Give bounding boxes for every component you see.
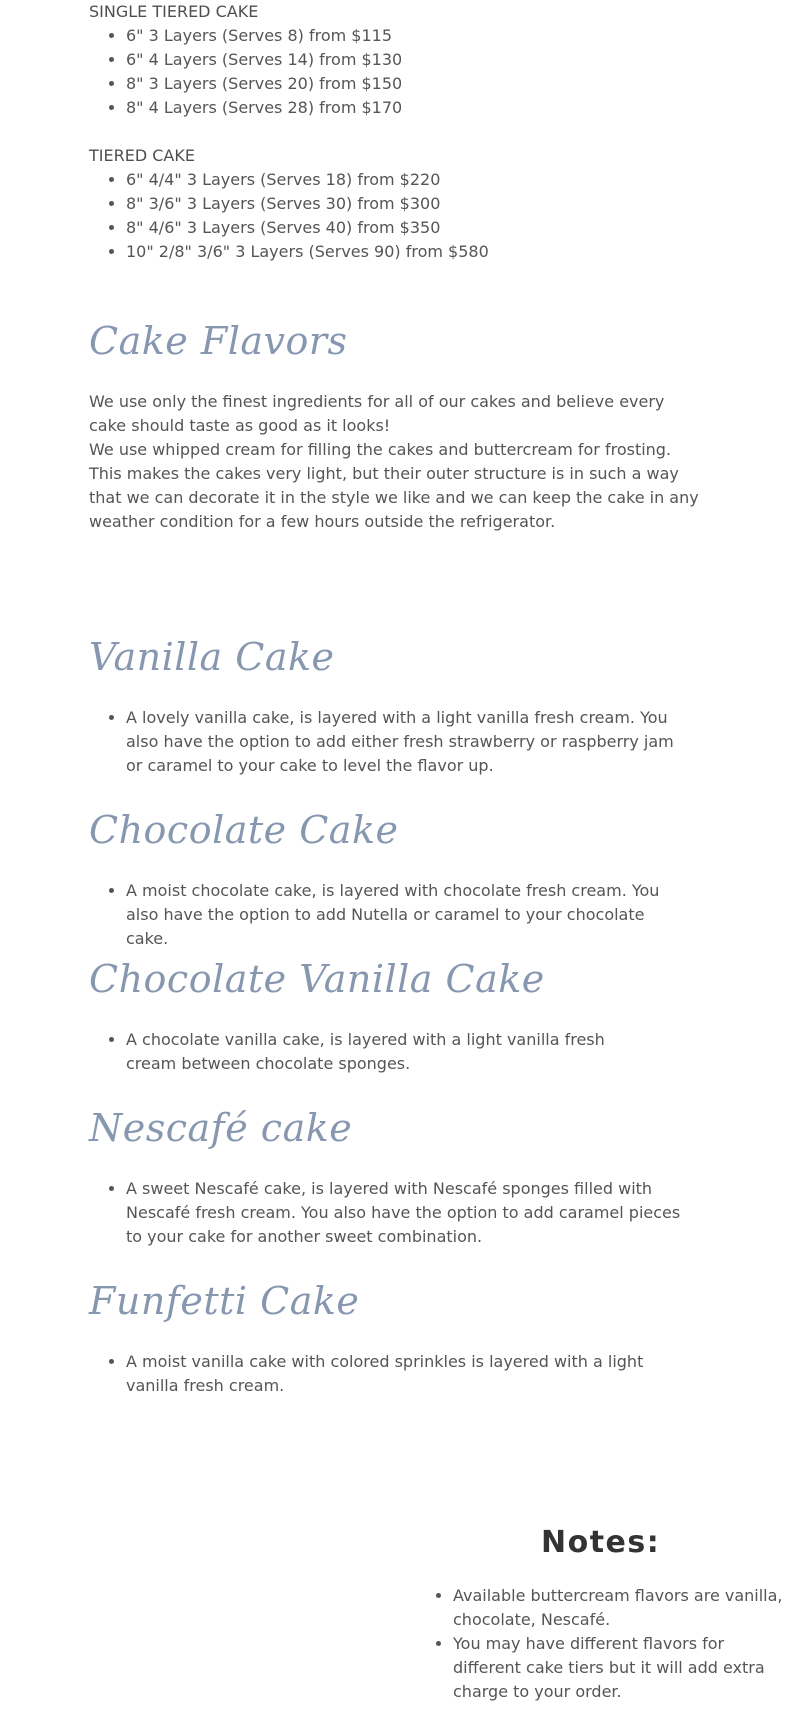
single-tiered-label: SINGLE TIERED CAKE bbox=[89, 2, 259, 21]
list-item: • A sweet Nescafé cake, is layered with Nescafé sponges filled with Nescafé fresh cream. You also have the option to add caramel pieces to your cake for another sweet combination. bbox=[126, 1177, 685, 1249]
list-item: • 6" 4 Layers (Serves 14) from $130 bbox=[126, 48, 729, 72]
chocolate-vanilla-cake-section bbox=[89, 956, 729, 1002]
tiered-section bbox=[89, 144, 729, 264]
nescafe-cake-heading: Nescafé cake bbox=[89, 1106, 353, 1150]
list-item: • 8" 3 Layers (Serves 20) from $150 bbox=[126, 72, 729, 96]
tiered-label: TIERED CAKE bbox=[89, 146, 195, 165]
cake-flavors-heading: Cake Flavors bbox=[89, 319, 348, 363]
list-item: • You may have different flavors for different cake tiers but it will add extra charge to your order. bbox=[453, 1632, 785, 1704]
list-item: • 10" 2/8" 3/6" 3 Layers (Serves 90) from $580 bbox=[126, 240, 729, 264]
nescafe-cake-list bbox=[89, 1177, 685, 1249]
list-item: • A chocolate vanilla cake, is layered with a light vanilla fresh cream between chocolate sponges. bbox=[126, 1028, 649, 1076]
list-item: • 8" 3/6" 3 Layers (Serves 30) from $300 bbox=[126, 192, 729, 216]
single-tiered-list bbox=[89, 24, 729, 120]
list-item: • A moist vanilla cake with colored sprinkles is layered with a light vanilla fresh cream. bbox=[126, 1350, 679, 1398]
single-tiered-section bbox=[89, 0, 729, 120]
list-item: • Available buttercream flavors are vanilla, chocolate, Nescafé. bbox=[453, 1584, 785, 1632]
vanilla-cake-desc bbox=[89, 706, 679, 778]
vanilla-cake-heading: Vanilla Cake bbox=[89, 635, 335, 679]
intro-paragraph: We use only the finest ingredients for all of our cakes and believe every cake should taste as good as it looks! bbox=[89, 392, 665, 435]
list-item: • 6" 3 Layers (Serves 8) from $115 bbox=[126, 24, 729, 48]
notes-heading: Notes: bbox=[541, 1525, 661, 1560]
vanilla-cake-section bbox=[89, 634, 729, 680]
nescafe-cake-section bbox=[89, 1105, 729, 1151]
list-item: • 8" 4/6" 3 Layers (Serves 40) from $350 bbox=[126, 216, 729, 240]
list-item: • 8" 4 Layers (Serves 28) from $170 bbox=[126, 96, 729, 120]
list-item: • A lovely vanilla cake, is layered with a light vanilla fresh cream. You also have the option to add either fresh strawberry or raspberry jam or caramel to your cake to level the flavor up. bbox=[126, 706, 679, 778]
chocolate-cake-heading: Chocolate Cake bbox=[89, 808, 399, 852]
vanilla-cake-list bbox=[89, 706, 679, 778]
intro-paragraph: We use whipped cream for filling the cakes and buttercream for frosting. This makes the cakes very light, but their outer structure is in such a way that we can decorate it in the style we like and we can keep the cake in any weather condition for a few hours outside the refrigerator. bbox=[89, 440, 699, 531]
funfetti-cake-section bbox=[89, 1278, 729, 1324]
funfetti-cake-heading: Funfetti Cake bbox=[89, 1279, 360, 1323]
chocolate-cake-list bbox=[89, 879, 689, 951]
tiered-list bbox=[89, 168, 729, 264]
chocolate-vanilla-cake-list bbox=[89, 1028, 649, 1076]
flavors-intro-text bbox=[89, 390, 701, 534]
chocolate-cake-desc bbox=[89, 879, 689, 951]
chocolate-cake-section bbox=[89, 807, 729, 853]
notes-list bbox=[416, 1584, 785, 1704]
chocolate-vanilla-cake-heading: Chocolate Vanilla Cake bbox=[89, 957, 545, 1001]
nescafe-cake-desc bbox=[89, 1177, 685, 1249]
list-item: • 6" 4/4" 3 Layers (Serves 18) from $220 bbox=[126, 168, 729, 192]
list-item: • A moist chocolate cake, is layered with chocolate fresh cream. You also have the option to add Nutella or caramel to your chocolate cake. bbox=[126, 879, 689, 951]
funfetti-cake-desc bbox=[89, 1350, 679, 1398]
chocolate-vanilla-cake-desc bbox=[89, 1028, 649, 1076]
flavors-intro-section bbox=[89, 318, 701, 364]
funfetti-cake-list bbox=[89, 1350, 679, 1398]
